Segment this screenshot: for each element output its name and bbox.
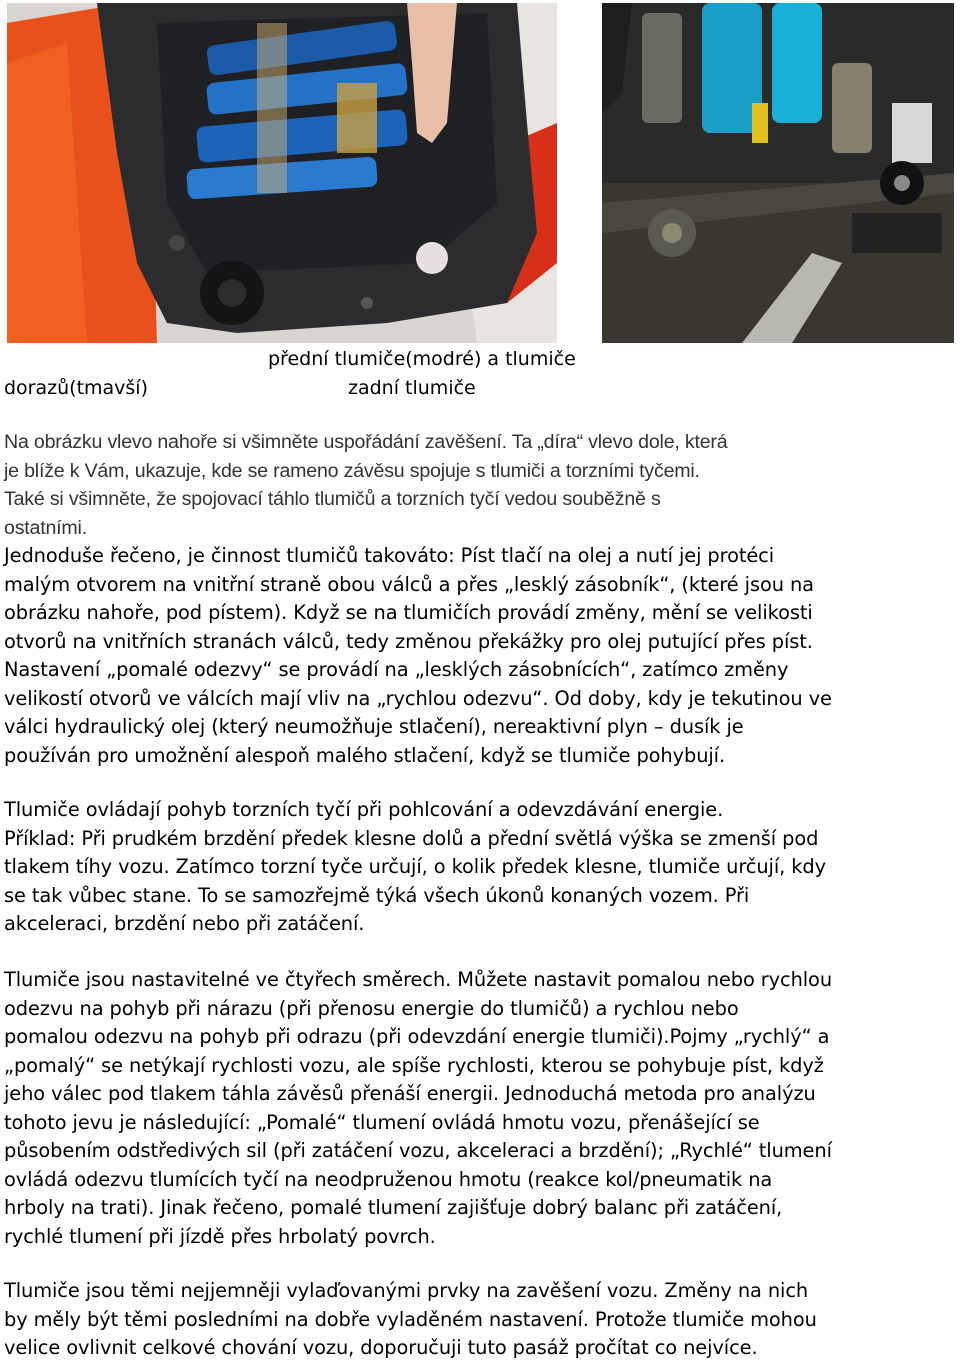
text-line: Tlumiče jsou těmi nejjemněji vylaďovanými prvky na zavěšení vozu. Změny na nich [4,1279,809,1302]
text-line: rychlé tlumení při jízdě přes hrbolatý povrch. [4,1224,436,1248]
text-line: malým otvorem na vnitřní straně obou válců a přes „lesklý zásobník“, (které jsou na [4,572,814,596]
text-line: velice ovlivnit celkové chování vozu, doporučuji tuto pasáž pročítat co nejvíce. [4,1336,758,1359]
text-line: používán pro umožnění alespoň malého stlačení, když se tlumiče pohybují. [4,743,726,767]
text-line: Jednoduše řečeno, je činnost tlumičů takováto: Píst tlačí na olej a nutí jej protéci [4,544,775,567]
paragraph-damper-operation [4,542,954,770]
text-line: akceleraci, brzdění nebo při zatáčení. [4,912,365,935]
photo-caption-right: zadní tlumiče [348,377,476,399]
text-line: Také si všimněte, že spojovací táhlo tlumičů a torzních tyčí vedou souběžně s [4,488,661,510]
paragraph-damper-tuning [4,1277,954,1363]
text-line: jeho válec pod tlakem táhla závěsů přenáší energii. Jednoduchá metoda pro analýzu [4,1082,816,1105]
text-line: velikostí otvorů ve válcích mají vliv na „rychlou odezvu“. Od doby, kdy je tekutinou ve [4,686,832,710]
photo-caption-left: dorazů(tmavší) [4,377,149,399]
text-line: Na obrázku vlevo nahoře si všimněte uspořádání zavěšení. Ta „díra“ vlevo dole, která [4,431,728,453]
text-line: „pomalý“ se netýkají rychlosti vozu, ale spíše rychlosti, kterou se pohybuje píst, když [4,1053,824,1077]
paragraph-damper-adjustment [4,966,954,1251]
text-line: otvorů na vnitřních stranách válců, tedy změnou překážky pro olej putující přes píst. [4,629,813,653]
text-line: ostatními. [4,516,87,539]
text-line: působením odstředivých sil (při zatáčení vozu, akceleraci a brzdění); „Rychlé“ tlumení [4,1139,832,1162]
text-line: se tak vůbec stane. To se samozřejmě týká všech úkonů konaných vozem. Při [4,883,750,907]
text-line: Tlumiče ovládají pohyb torzních tyčí při pohlcování a odevzdávání energie. [4,798,724,821]
text-line: Příklad: Při prudkém brzdění předek klesne dolů a přední světlá výška se zmenší pod [4,826,819,850]
paragraph-suspension-layout [4,428,954,542]
text-line: tlakem tíhy vozu. Zatímco torzní tyče určují, o kolik předek klesne, tlumiče určují, kdy [4,855,826,878]
text-line: Nastavení „pomalé odezvy“ se provádí na „lesklých zásobnících“, zatímco změny [4,658,789,681]
text-line: válci hydraulický olej (který neumožňuje stlačení), nereaktivní plyn – dusík je [4,715,744,738]
paragraph-damper-function [4,796,954,939]
front-dampers-photo [7,3,557,343]
text-line: pomalou odezvu na pohyb při odrazu (při odevzdání energie tlumiči).Pojmy „rychlý“ a [4,1025,830,1048]
text-line: odezvu na pohyb při nárazu (při přenosu energie do tlumičů) a rychlou nebo [4,996,739,1020]
text-line: by měly být těmi posledními na dobře vyladěném nastavení. Protože tlumiče mohou [4,1307,817,1331]
text-line: ovládá odezvu tlumících tyčí na neodpruženou hmotu (reakce kol/pneumatik na [4,1167,773,1191]
rear-dampers-photo [602,3,954,343]
text-line: obrázku nahoře, pod pístem). Když se na tlumičích provádí změny, mění se velikosti [4,601,813,624]
text-line: je blíže k Vám, ukazuje, kde se rameno závěsu spojuje s tlumiči a torzními tyčemi. [4,459,700,482]
text-line: hrboly na trati). Jinak řečeno, pomalé tlumení zajišťuje dobrý balanc při zatáčení, [4,1196,783,1219]
photo-caption-line-1: přední tlumiče(modré) a tlumiče [268,348,576,370]
text-line: tohoto jevu je následující: „Pomalé“ tlumení ovládá hmotu vozu, přenášející se [4,1110,760,1134]
text-line: Tlumiče jsou nastavitelné ve čtyřech směrech. Můžete nastavit pomalou nebo rychlou [4,968,833,991]
